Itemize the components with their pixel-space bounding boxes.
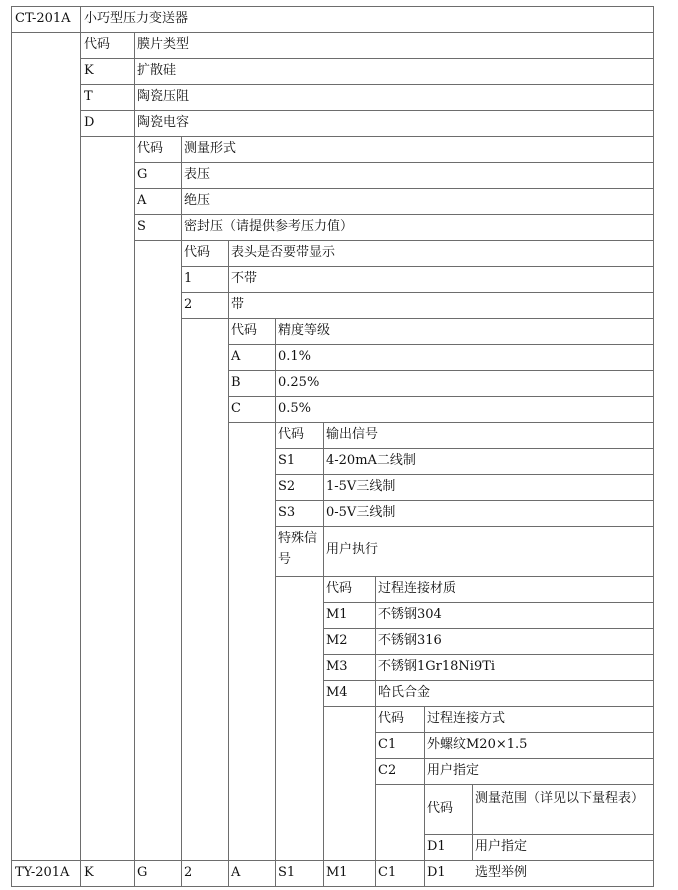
output-special-label: 用户执行: [326, 542, 379, 557]
display-option-label: 带: [231, 297, 245, 312]
material-option-label: 不锈钢316: [378, 633, 442, 648]
example-code: 2: [184, 865, 193, 880]
example-code: M1: [326, 865, 348, 880]
connection-title: 过程连接方式: [427, 711, 506, 726]
material-option-code: M3: [326, 659, 348, 674]
example-label: 选型举例: [475, 865, 528, 880]
measurement-option-label: 绝压: [184, 193, 211, 208]
accuracy-title: 精度等级: [278, 323, 331, 338]
connection-option-label: 外螺纹M20×1.5: [427, 737, 528, 752]
display-option-label: 不带: [231, 271, 258, 286]
connection-option-label: 用户指定: [427, 763, 480, 778]
model-code: CT-201A: [15, 11, 71, 26]
connection-option-code: C2: [378, 763, 397, 778]
range-code-header: 代码: [427, 801, 454, 816]
output-title: 输出信号: [326, 427, 379, 442]
material-title: 过程连接材质: [378, 581, 457, 596]
display-option-code: 1: [184, 271, 193, 286]
example-code: S1: [278, 865, 296, 880]
output-option-code: S2: [278, 479, 296, 494]
output-special-code: 特殊信号: [278, 531, 318, 567]
accuracy-option-code: C: [231, 401, 241, 416]
diaphragm-option-label: 扩散硅: [137, 63, 177, 78]
accuracy-code-header: 代码: [231, 323, 258, 338]
measurement-option-code: S: [137, 219, 146, 234]
output-option-label: 0-5V三线制: [326, 505, 396, 520]
material-option-code: M1: [326, 607, 348, 622]
example-model: TY-201A: [15, 865, 70, 880]
range-option-label: 用户指定: [475, 839, 528, 854]
measurement-option-code: G: [137, 167, 148, 182]
output-option-code: S1: [278, 453, 296, 468]
product-name: 小巧型压力变送器: [84, 11, 189, 26]
accuracy-option-label: 0.1%: [278, 349, 312, 364]
connection-option-code: C1: [378, 737, 397, 752]
example-code: K: [84, 865, 94, 880]
output-option-code: S3: [278, 505, 296, 520]
accuracy-option-code: A: [231, 349, 241, 364]
diaphragm-option-label: 陶瓷压阻: [137, 89, 190, 104]
material-code-header: 代码: [326, 581, 353, 596]
accuracy-option-code: B: [231, 375, 241, 390]
range-option-code: D1: [427, 839, 446, 854]
material-option-code: M2: [326, 633, 348, 648]
connection-code-header: 代码: [378, 711, 405, 726]
diaphragm-code-header: 代码: [84, 37, 111, 52]
material-option-label: 不锈钢304: [378, 607, 442, 622]
measurement-title: 测量形式: [184, 141, 237, 156]
example-code: A: [231, 865, 241, 880]
diaphragm-option-label: 陶瓷电容: [137, 115, 190, 130]
diaphragm-option-code: T: [84, 89, 93, 104]
material-option-label: 哈氏合金: [378, 685, 431, 700]
material-option-label: 不锈钢1Gr18Ni9Ti: [378, 659, 496, 674]
range-title: 测量范围（详见以下量程表）: [475, 791, 645, 806]
accuracy-option-label: 0.5%: [278, 401, 312, 416]
output-option-label: 4-20mA二线制: [326, 453, 416, 468]
measurement-option-label: 表压: [184, 167, 211, 182]
example-code: G: [137, 865, 148, 880]
diaphragm-option-code: D: [84, 115, 95, 130]
accuracy-option-label: 0.25%: [278, 375, 320, 390]
display-title: 表头是否要带显示: [231, 245, 336, 260]
output-code-header: 代码: [278, 427, 305, 442]
measurement-option-label: 密封压（请提供参考压力值）: [184, 219, 354, 234]
material-option-code: M4: [326, 685, 348, 700]
diaphragm-option-code: K: [84, 63, 94, 78]
diaphragm-title: 膜片类型: [137, 37, 190, 52]
example-code: C1: [378, 865, 397, 880]
measurement-option-code: A: [137, 193, 147, 208]
measurement-code-header: 代码: [137, 141, 164, 156]
output-option-label: 1-5V三线制: [326, 479, 396, 494]
display-option-code: 2: [184, 297, 193, 312]
example-code: D1: [427, 865, 446, 880]
display-code-header: 代码: [184, 245, 211, 260]
